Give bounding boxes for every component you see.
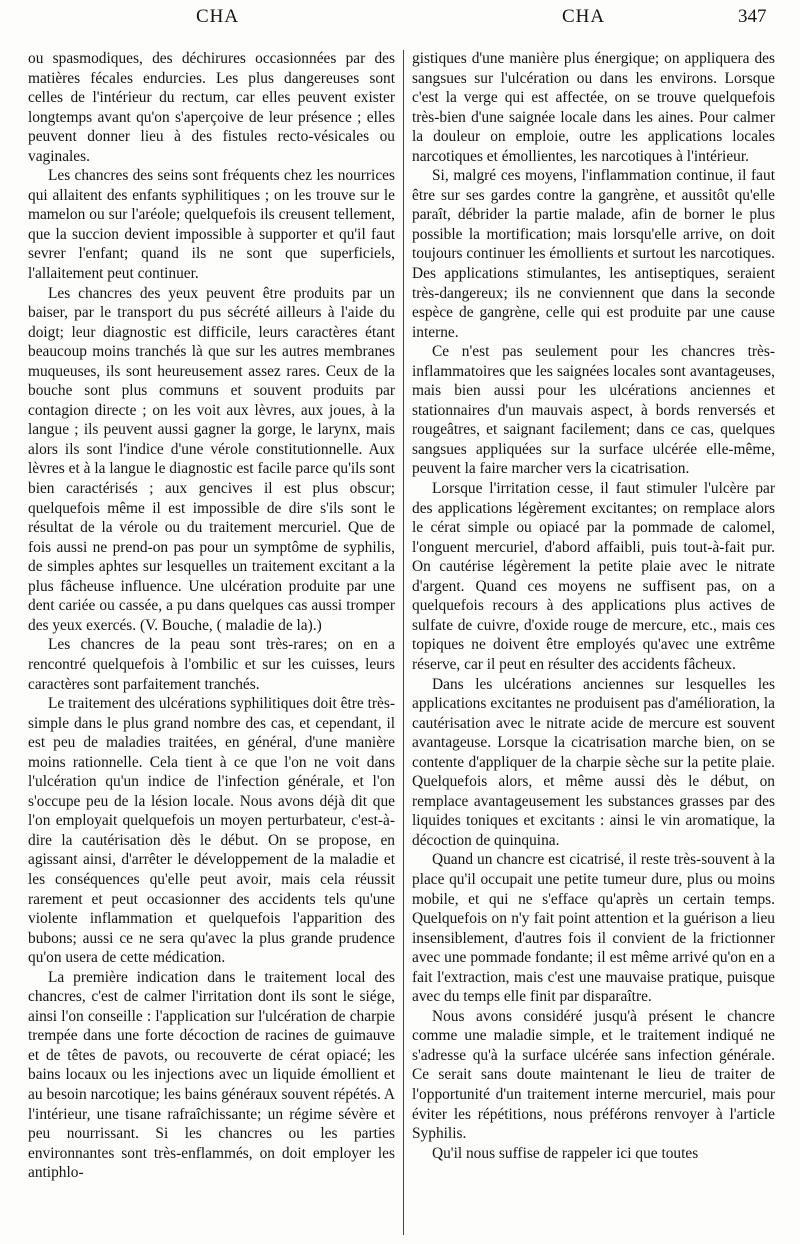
paragraph: Quand un chancre est cicatrisé, il reste très-souvent à la place qu'il occupait une petite tumeur dure, plus ou moins mobile, et qui ne s'efface qu'après un certain temps. Quelquefois on n'y fait point attention et la guérison a lieu insensiblement, d'autres fois il convient de la frictionner avec une pommade fondante; il est même arrivé qu'on en a fait l'extraction, mais c'est une mauvaise pratique, puisque avec du temps elle finit par disparaître. [412, 851, 775, 1006]
running-head-right: CHA [562, 6, 606, 27]
paragraph: Ce n'est pas seulement pour les chancres très-inflammatoires que les saignées locales sont avantageuses, mais bien aussi pour les ulcérations anciennes et stationnaires d'un mauvais aspect, à bords renversés et rougeâtres, et saignant facilement; dans ce cas, quelques sangsues appliquées sur la surface ulcérée elle-même, peuvent la faire marcher vers la cicatrisation. [412, 343, 775, 478]
paragraph: Les chancres des yeux peuvent être produits par un baiser, par le transport du pus sécrété ailleurs à l'aide du doigt; leur diagnostic est difficile, leurs caractères étant beaucoup moins tranchés là que sur les autres membranes muqueuses, ils sont heureusement assez rares. Ceux de la bouche sont plus communs et souvent produits par contagion directe ; on les voit aux lèvres, aux joues, à la langue ; ils peuvent aussi gagner la gorge, le larynx, mais alors ils sont l'indice d'une vérole constitutionnelle. Aux lèvres et à la langue le diagnostic est facile parce qu'ils sont bien caractérisés ; aux gencives il est plus obscur; quelquefois même il est impossible de dire s'ils sont le résultat de la vérole ou du traitement mercuriel. Que de fois aussi ne prend-on pas pour un symptôme de syphilis, de simples aphtes sur lesquelles un traitement excitant a la plus fâcheuse influence. Une ulcération produite par une dent cariée ou cassée, a pu dans quelques cas aussi tromper des yeux exercés. (V. Bouche, ( maladie de la).) [28, 284, 395, 634]
paragraph: ou spasmodiques, des déchirures occasionnées par des matières fécales endurcies. Les plus dangereuses sont celles de l'intérieur du rectum, car elles peuvent exister longtemps avant qu'on s'aperçoive de leur présence ; elles peuvent donner lieu à des fistules recto-vésicales ou vaginales. [28, 50, 395, 165]
paragraph: Si, malgré ces moyens, l'inflammation continue, il faut être sur ses gardes contre la gangrène, et aussitôt qu'elle paraît, débrider la partie malade, afin de borner le plus possible la mortification; mais lorsqu'elle arrive, on doit toujours continuer les émollients et surtout les narcotiques. Des applications stimulantes, les antiseptiques, seraient très-dangereux; ils ne conviennent que dans la seconde espèce de gangrène, celle qui est produite par une cause interne. [412, 167, 775, 341]
paragraph: Le traitement des ulcérations syphilitiques doit être très-simple dans le plus grand nombre des cas, et cependant, il est peu de maladies traitées, en général, d'une manière moins rationnelle. Cela tient à ce que l'on ne voit dans l'ulcération qu'un indice de l'infection générale, et l'on s'occupe peu de la lésion locale. Nous avons déjà dit que l'on employait quelquefois un moyen perturbateur, c'est-à-dire la cautérisation dès le début. On se propose, en agissant ainsi, d'arrêter le développement de la maladie et les conséquences qu'elle peut avoir, mais cela réussit rarement et peut occasionner des accidents tels qu'une violente inflammation et quelquefois l'apparition des bubons; aussi ce ne sera qu'avec la plus grande prudence qu'on usera de cette médication. [28, 695, 395, 967]
page-number: 347 [738, 6, 767, 27]
left-column [28, 49, 395, 1183]
paragraph: gistiques d'une manière plus énergique; on appliquera des sangsues sur l'ulcération ou dans les environs. Lorsque c'est la verge qui est affectée, on se trouve quelquefois très-bien d'une saignée locale dans les aines. Pour calmer la douleur on emploie, outre les applications locales narcotiques et émollientes, les narcotiques à l'intérieur. [412, 50, 775, 165]
paragraph: Qu'il nous suffise de rappeler ici que toutes [432, 1144, 699, 1162]
paragraph: Dans les ulcérations anciennes sur lesquelles les applications excitantes ne produisent pas d'amélioration, la cautérisation avec le nitrate acide de mercure est souvent avantageuse. Lorsque la cicatrisation marche bien, on se contente d'appliquer de la charpie sèche sur la petite plaie. Quelquefois alors, et même aussi dès le début, on remplace avantageusement les substances grasses par des liquides toniques et excitants : ainsi le vin aromatique, la décoction de quinquina. [412, 675, 775, 849]
paragraph: Les chancres des seins sont fréquents chez les nourrices qui allaitent des enfants syphilitiques ; on les trouve sur le mamelon ou sur l'aréole; quelquefois ils creusent tellement, que la succion devient impossible à supporter et qu'il faut sevrer l'enfant; quand ils ne sont que superficiels, l'allaitement peut continuer. [28, 167, 395, 283]
paragraph: Les chancres de la peau sont très-rares; on en a rencontré quelquefois à l'ombilic et sur les cuisses, leurs caractères sont parfaitement tranchés. [28, 636, 395, 693]
column-divider [403, 50, 404, 1235]
paragraph: Nous avons considéré jusqu'à présent le chancre comme une maladie simple, et le traitement indiqué ne s'adresse qu'à la surface ulcérée sans infection générale. Ce serait sans doute maintenant le lieu de traiter de l'opportunité d'un traitement interne mercuriel, mais pour éviter les répétitions, nous préférons renvoyer à l'article Syphilis. [412, 1007, 775, 1143]
paragraph: La première indication dans le traitement local des chancres, c'est de calmer l'irritation dont ils sont le siége, ainsi l'on conseille : l'application sur l'ulcération de charpie trempée dans une forte décoction de racines de guimauve et de têtes de pavots, ou recouverte de cérat opiacé; les bains locaux ou les injections avec un liquide émollient et au besoin narcotique; les bains généraux souvent répétés. A l'intérieur, une tisane rafraîchissante; un régime sévère et peu nourrissant. Si les chancres ou les parties environnantes sont très-enflammés, on doit employer les antiphlo- [28, 968, 395, 1182]
right-column [412, 49, 775, 1163]
running-head-left: CHA [196, 6, 240, 27]
paragraph: Lorsque l'irritation cesse, il faut stimuler l'ulcère par des applications légèrement excitantes; on remplace alors le cérat simple ou opiacé par la pommade de calomel, l'onguent mercuriel, d'abord affaibli, puis tout-à-fait pur. On cautérise légèrement la petite plaie avec le nitrate d'argent. Quand ces moyens ne suffisent pas, on a quelquefois recours à des applications plus actives de sulfate de cuivre, d'oxide rouge de mercure, etc., mais ces topiques ne doivent être employés qu'avec une extrême réserve, car il peut en résulter des accidents fâcheux. [412, 480, 775, 673]
